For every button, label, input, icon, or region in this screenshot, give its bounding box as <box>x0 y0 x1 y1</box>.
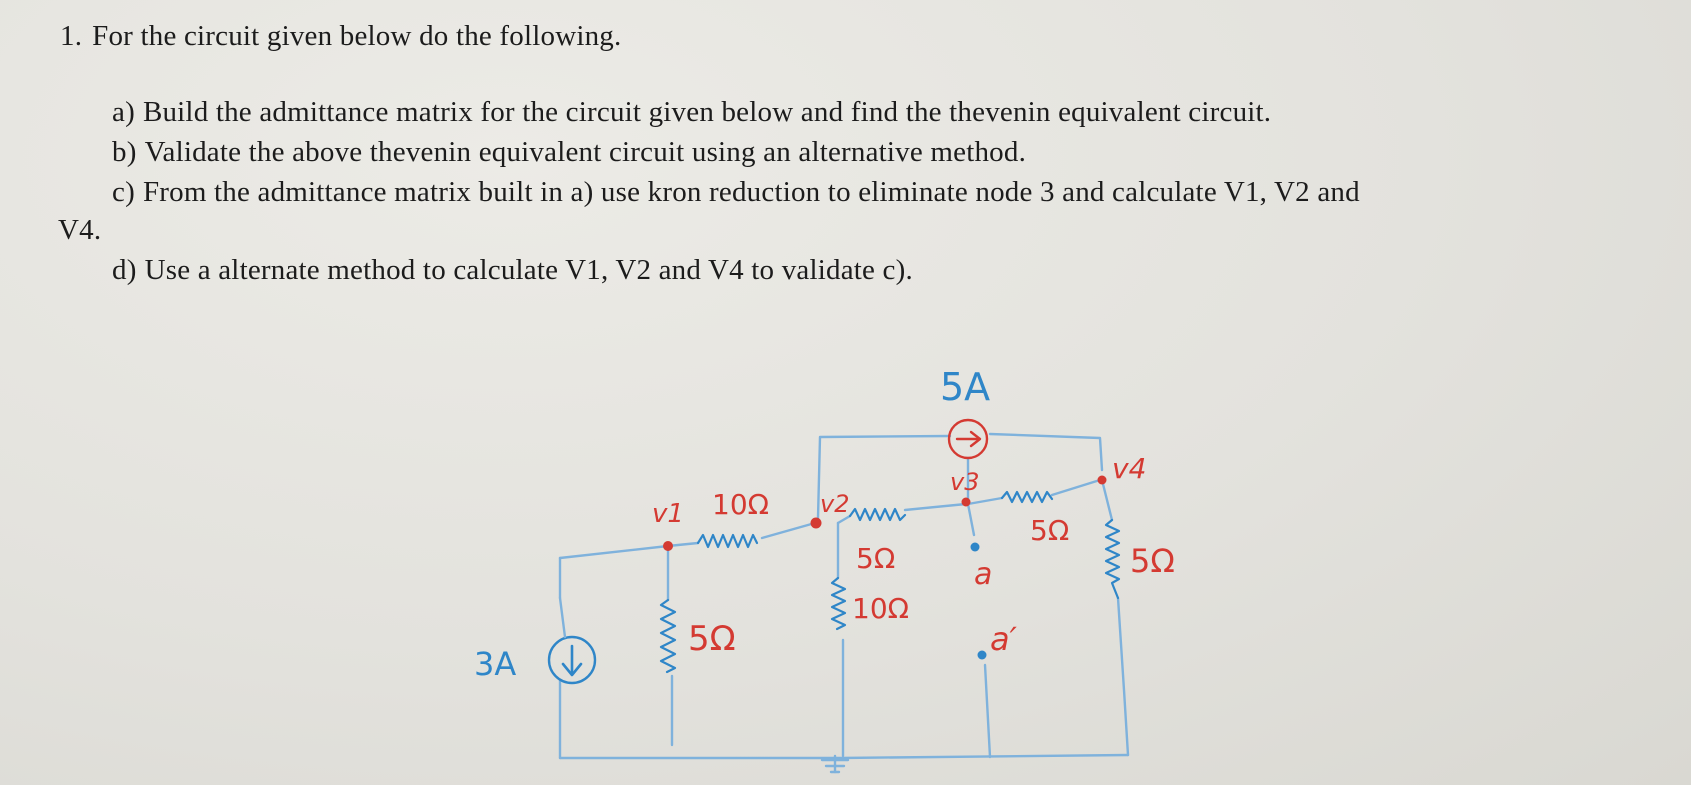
wire-v4-shunt-bottom <box>1118 598 1128 755</box>
label-r2-shunt: 10Ω <box>852 592 910 625</box>
label-node-v3: v3 <box>950 468 980 496</box>
part-a-text: Build the admittance matrix for the circuit given below and find the thevenin equivalent circuit. <box>142 96 1272 128</box>
part-c-continuation: V4. <box>58 214 102 246</box>
wire-v4-down <box>1102 480 1112 520</box>
part-b-label: b) <box>112 136 137 168</box>
label-terminal-aprime: a′ <box>990 620 1017 658</box>
current-source-top <box>949 420 987 458</box>
resistor-r23 <box>850 509 905 520</box>
wire-v3-a <box>968 504 974 535</box>
wire-v3-r34 <box>968 498 1002 504</box>
part-c-text: From the admittance matrix built in a) use kron reduction to eliminate node 3 and calculate V1, V2 and <box>142 176 1360 208</box>
label-r23: 5Ω <box>856 542 896 575</box>
label-terminal-a: a <box>974 557 993 592</box>
resistor-r1-shunt <box>661 600 675 672</box>
label-source-top: 5A <box>940 365 991 409</box>
node-v1-dot <box>663 541 673 551</box>
part-b-text: Validate the above thevenin equivalent circuit using an alternative method. <box>144 136 1027 168</box>
wire-r34-v4 <box>1052 480 1100 495</box>
label-r4-shunt: 5Ω <box>1130 542 1175 580</box>
wire-top-rail-v4 <box>990 434 1102 470</box>
question-text: For the circuit given below do the following. <box>92 20 622 52</box>
label-r1-shunt: 5Ω <box>688 619 736 659</box>
label-r34: 5Ω <box>1030 514 1070 547</box>
terminal-a-dot <box>971 543 980 552</box>
terminal-aprime-dot <box>978 651 987 660</box>
current-source-left <box>549 637 595 683</box>
resistor-r2-shunt <box>832 578 845 629</box>
label-source-left: 3A <box>474 645 517 683</box>
label-node-v1: v1 <box>652 499 684 529</box>
circuit-wires <box>560 434 1128 772</box>
part-d-text: Use a alternate method to calculate V1, V2 and V4 to validate c). <box>144 254 913 286</box>
part-d-label: d) <box>112 254 137 286</box>
question-number: 1. <box>60 20 83 52</box>
node-v4-dot <box>1098 476 1107 485</box>
label-node-v2: v2 <box>820 490 850 518</box>
wire-top-left <box>560 546 668 558</box>
node-v3-dot <box>962 498 971 507</box>
label-node-v4: v4 <box>1112 452 1147 485</box>
label-r12: 10Ω <box>712 488 770 521</box>
wire-r23-v3 <box>905 504 966 510</box>
resistor-r34 <box>1002 492 1052 502</box>
wire-aprime-bottom <box>985 665 990 757</box>
part-c-label: c) <box>112 176 135 208</box>
node-v2-dot <box>811 518 822 529</box>
part-a-label: a) <box>112 96 135 128</box>
wire-r12-v2 <box>762 523 815 538</box>
resistor-r12 <box>698 535 757 547</box>
resistor-r4-shunt <box>1106 520 1119 598</box>
